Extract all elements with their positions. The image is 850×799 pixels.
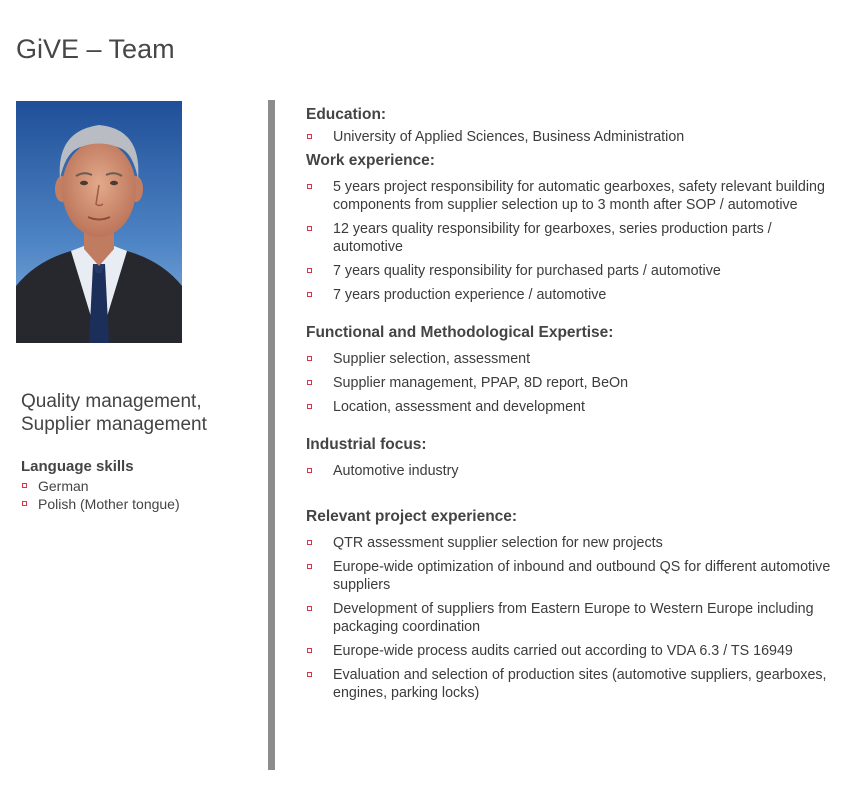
bullet-icon — [307, 292, 312, 297]
list-item: Supplier management, PPAP, 8D report, BeOn — [306, 374, 836, 392]
vertical-divider — [268, 100, 275, 770]
bullet-icon — [307, 648, 312, 653]
role-line: Quality management, — [21, 391, 202, 412]
language-skills-heading: Language skills — [21, 458, 134, 475]
bullet-icon — [307, 134, 312, 139]
work-experience-list — [306, 178, 836, 304]
bullet-icon — [307, 380, 312, 385]
bullet-icon — [22, 483, 27, 488]
list-item: 5 years project responsibility for automatic gearboxes, safety relevant building components from supplier selection up to 3 month after SOP / automotive — [306, 178, 836, 214]
work-experience-heading: Work experience: — [306, 152, 435, 169]
list-item: Polish (Mother tongue) — [21, 495, 180, 513]
industrial-focus-heading: Industrial focus: — [306, 436, 427, 453]
role-title — [21, 390, 207, 436]
list-item: Location, assessment and development — [306, 398, 836, 416]
industrial-focus-list — [306, 462, 836, 480]
role-line: Supplier management — [21, 414, 207, 435]
bullet-icon — [307, 226, 312, 231]
language-skills-list — [21, 477, 180, 513]
list-item: 7 years production experience / automotive — [306, 286, 836, 304]
bullet-icon — [307, 606, 312, 611]
list-item: 7 years quality responsibility for purchased parts / automotive — [306, 262, 836, 280]
list-item: QTR assessment supplier selection for new projects — [306, 534, 836, 552]
list-item: University of Applied Sciences, Business Administration — [306, 128, 836, 146]
list-item: Development of suppliers from Eastern Europe to Western Europe including packaging coordination — [306, 600, 836, 636]
list-item: 12 years quality responsibility for gearboxes, series production parts / automotive — [306, 220, 836, 256]
project-experience-heading: Relevant project experience: — [306, 508, 518, 525]
list-item: German — [21, 477, 180, 495]
list-item: Automotive industry — [306, 462, 836, 480]
bullet-icon — [307, 672, 312, 677]
bullet-icon — [307, 468, 312, 473]
project-experience-list — [306, 534, 836, 702]
page-title: GiVE – Team — [16, 34, 175, 64]
list-item: Evaluation and selection of production sites (automotive suppliers, gearboxes, engines, parking locks) — [306, 666, 836, 702]
bullet-icon — [307, 404, 312, 409]
bullet-icon — [307, 564, 312, 569]
bullet-icon — [307, 540, 312, 545]
profile-photo — [16, 101, 182, 343]
bullet-icon — [307, 356, 312, 361]
list-item: Europe-wide process audits carried out according to VDA 6.3 / TS 16949 — [306, 642, 836, 660]
education-list — [306, 128, 836, 146]
bullet-icon — [307, 268, 312, 273]
list-item: Europe-wide optimization of inbound and outbound QS for different automotive suppliers — [306, 558, 836, 594]
expertise-heading: Functional and Methodological Expertise: — [306, 324, 614, 341]
cv-content — [306, 106, 836, 708]
list-item: Supplier selection, assessment — [306, 350, 836, 368]
education-heading: Education: — [306, 106, 387, 123]
bullet-icon — [22, 501, 27, 506]
expertise-list — [306, 350, 836, 416]
bullet-icon — [307, 184, 312, 189]
